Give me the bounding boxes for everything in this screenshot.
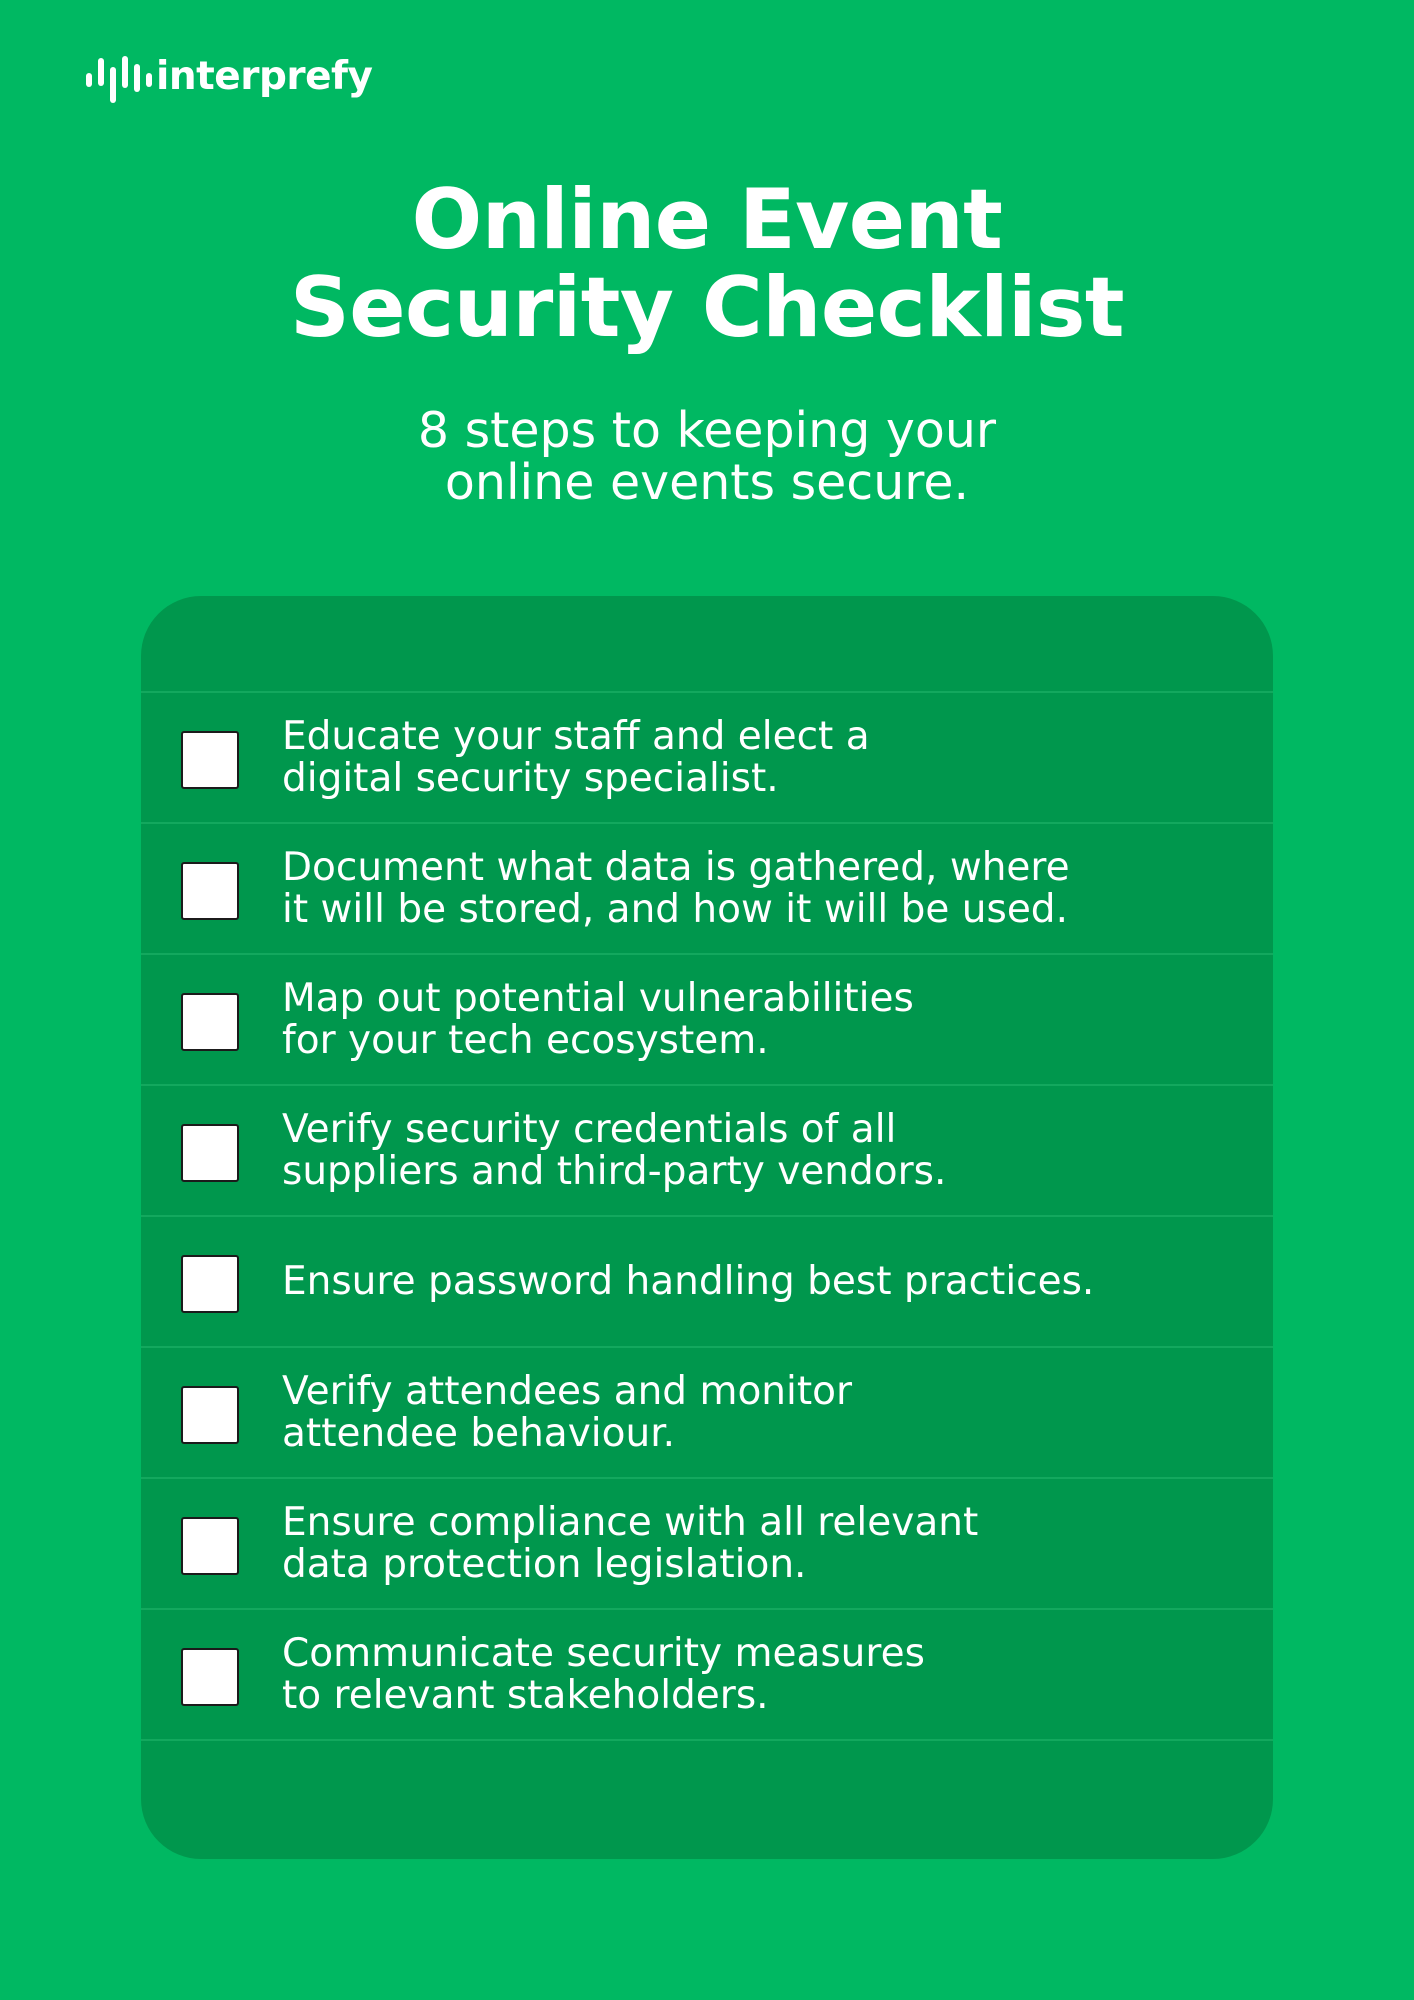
checklist-item-text [282,1630,1262,1718]
brand-name: interprefy [156,53,373,99]
checklist-item [141,955,1273,1086]
checklist-item-text [282,1106,1262,1194]
checklist-item-line: Map out potential vulnerabilities [282,975,914,1021]
checklist-item-text [282,713,1262,801]
checklist-item-line: digital security specialist. [282,755,779,801]
checkbox[interactable] [181,993,239,1051]
page-title [0,171,1414,356]
page-title-line-2: Security Checklist [289,259,1125,356]
checklist-item [141,1610,1273,1741]
page-title-line-1: Online Event [411,171,1003,268]
checklist-item-line: Verify security credentials of all [282,1106,897,1152]
page-subtitle [0,402,1414,511]
checklist-item-line: Ensure compliance with all relevant [282,1499,979,1545]
checkbox[interactable] [181,1124,239,1182]
checklist-item-line: attendee behaviour. [282,1410,676,1456]
checkbox[interactable] [181,1255,239,1313]
checklist-item [141,693,1273,824]
soundwave-icon [86,52,154,106]
checkbox[interactable] [181,731,239,789]
brand-logo [86,52,372,106]
checklist-item-line: it will be stored, and how it will be used. [282,886,1068,932]
checklist-item-line: Document what data is gathered, where [282,844,1070,890]
checkbox[interactable] [181,1648,239,1706]
checklist-item-text [282,1258,1262,1304]
checkbox[interactable] [181,862,239,920]
checklist-item [141,824,1273,955]
checklist-item [141,1086,1273,1217]
checklist-item-line: Ensure password handling best practices. [282,1258,1095,1304]
checklist [141,691,1273,1741]
checklist-item-text [282,975,1262,1063]
checklist-item-line: suppliers and third-party vendors. [282,1148,947,1194]
checklist-card [141,596,1273,1859]
page-subtitle-line-1: 8 steps to keeping your [417,402,997,459]
checklist-item [141,1348,1273,1479]
checklist-item-line: Communicate security measures [282,1630,925,1676]
checklist-item [141,1217,1273,1348]
checklist-item-line: Verify attendees and monitor [282,1368,853,1414]
checklist-item-line: to relevant stakeholders. [282,1672,769,1718]
checklist-item-text [282,1499,1262,1587]
checklist-item-line: Educate your staff and elect a [282,713,870,759]
checklist-item [141,1479,1273,1610]
checklist-item-line: data protection legislation. [282,1541,807,1587]
checklist-item-line: for your tech ecosystem. [282,1017,769,1063]
checkbox[interactable] [181,1517,239,1575]
checklist-item-text [282,1368,1262,1456]
page-subtitle-line-2: online events secure. [444,454,970,511]
checklist-item-text [282,844,1262,932]
checkbox[interactable] [181,1386,239,1444]
